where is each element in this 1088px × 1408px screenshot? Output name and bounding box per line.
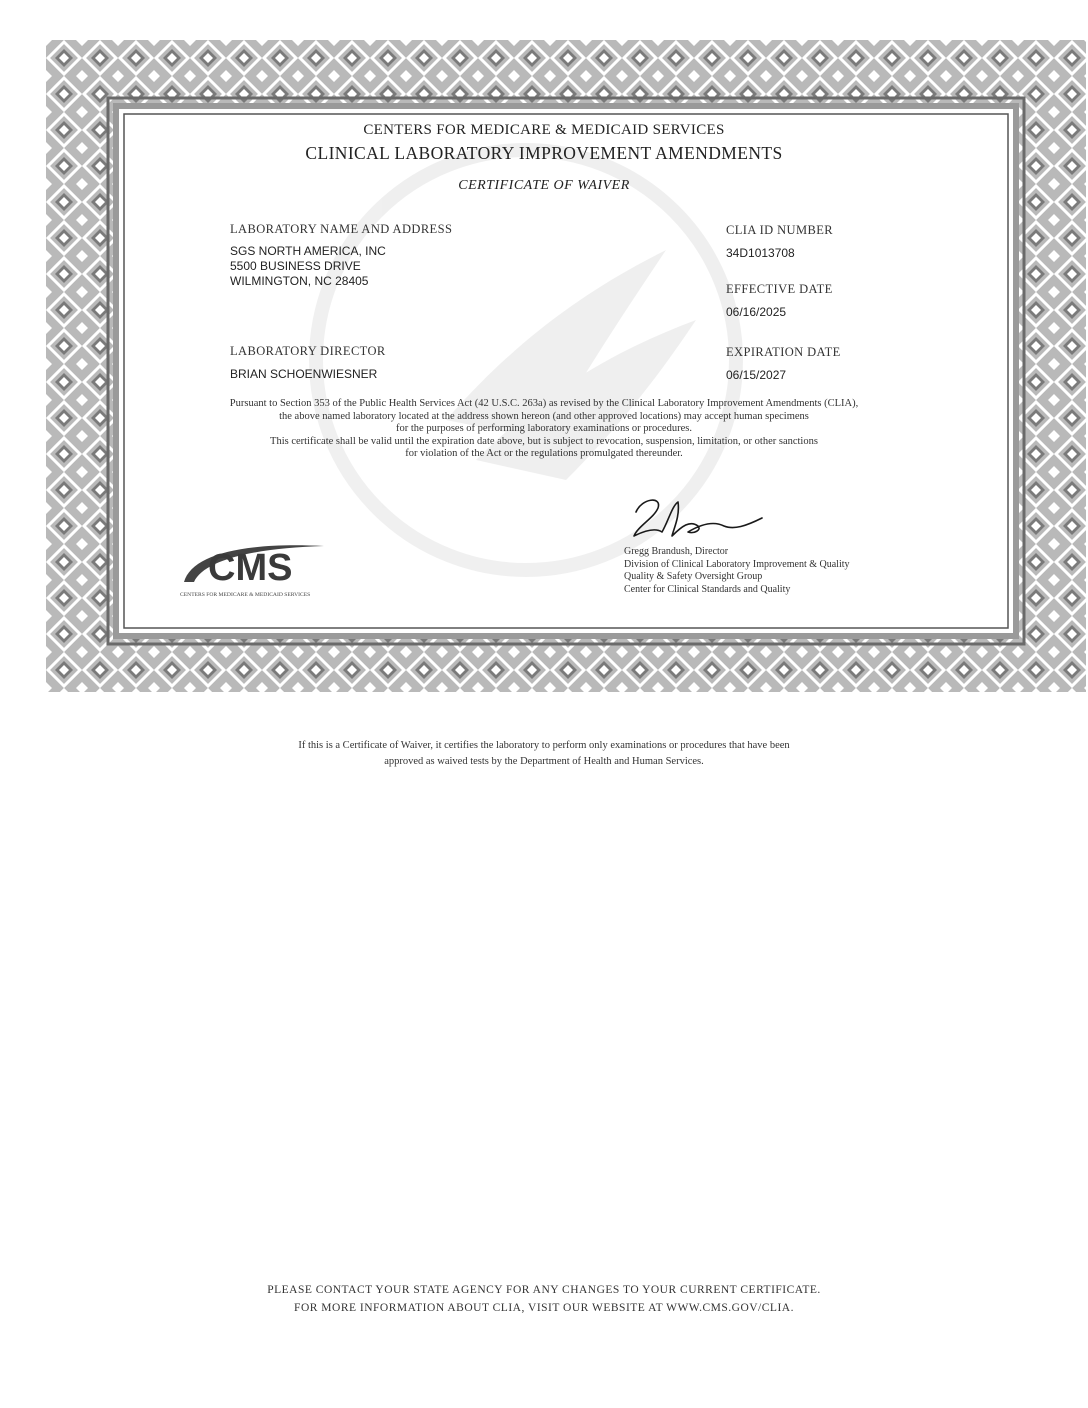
signer-line: Quality & Safety Oversight Group [624,571,763,582]
statute-line: for the purposes of performing laboratory examinations or procedures. [396,423,692,435]
program-title: CLINICAL LABORATORY IMPROVEMENT AMENDMENTS [305,143,783,163]
statute-line: This certificate shall be valid until the expiration date above, but is subject to revocation, suspension, limitation, or other sanctions [270,435,818,447]
waiver-note [0,738,1088,769]
expiration-date-label: EXPIRATION DATE [726,345,841,359]
lab-name-label: LABORATORY NAME AND ADDRESS [230,222,453,236]
lab-address-line: 5500 BUSINESS DRIVE [230,259,361,273]
waiver-note-line: If this is a Certificate of Waiver, it certifies the laboratory to perform only examinations or procedures that have been [298,740,790,751]
footer-line: PLEASE CONTACT YOUR STATE AGENCY FOR ANY CHANGES TO YOUR CURRENT CERTIFICATE. [267,1284,821,1296]
director-signature [628,492,768,544]
agency-title: CENTERS FOR MEDICARE & MEDICAID SERVICES [363,122,725,138]
statute-line: the above named laboratory located at the address shown hereon (and other approved locations) may accept human specimens [279,410,809,422]
statute-line: Pursuant to Section 353 of the Public Health Services Act (42 U.S.C. 263a) as revised by the Clinical Laboratory Improvement Amendments (CLIA), [229,398,859,409]
lab-address-line: WILMINGTON, NC 28405 [230,274,369,288]
lab-address [230,244,386,289]
clia-id-label: CLIA ID NUMBER [726,223,833,237]
effective-date: 06/16/2025 [726,305,787,319]
signer-line: Division of Clinical Laboratory Improvement & Quality [624,558,850,570]
statute-line: for violation of the Act or the regulations promulgated thereunder. [405,448,683,460]
lab-address-line: SGS NORTH AMERICA, INC [230,244,386,258]
lab-director-name: BRIAN SCHOENWIESNER [230,367,378,381]
signer-line: Gregg Brandush, Director [624,546,729,557]
effective-date-label: EFFECTIVE DATE [726,282,833,296]
clia-id-number: 34D1013708 [726,246,795,260]
cms-logo-tagline: CENTERS FOR MEDICARE & MEDICAID SERVICES [180,592,311,598]
expiration-date: 06/15/2027 [726,368,787,382]
statute-paragraph [0,398,1088,461]
footer-line: FOR MORE INFORMATION ABOUT CLIA, VISIT OUR WEBSITE AT WWW.CMS.GOV/CLIA. [294,1301,794,1314]
cms-logo [174,536,364,602]
cms-logo-text: CMS [208,547,293,589]
lab-director-label: LABORATORY DIRECTOR [230,344,386,358]
waiver-note-line: approved as waived tests by the Department of Health and Human Services. [384,755,704,767]
signer-line: Center for Clinical Standards and Quality [624,583,791,595]
certificate-type: CERTIFICATE OF WAIVER [458,178,630,193]
signer-block [624,546,850,596]
footer-notice [0,1282,1088,1317]
